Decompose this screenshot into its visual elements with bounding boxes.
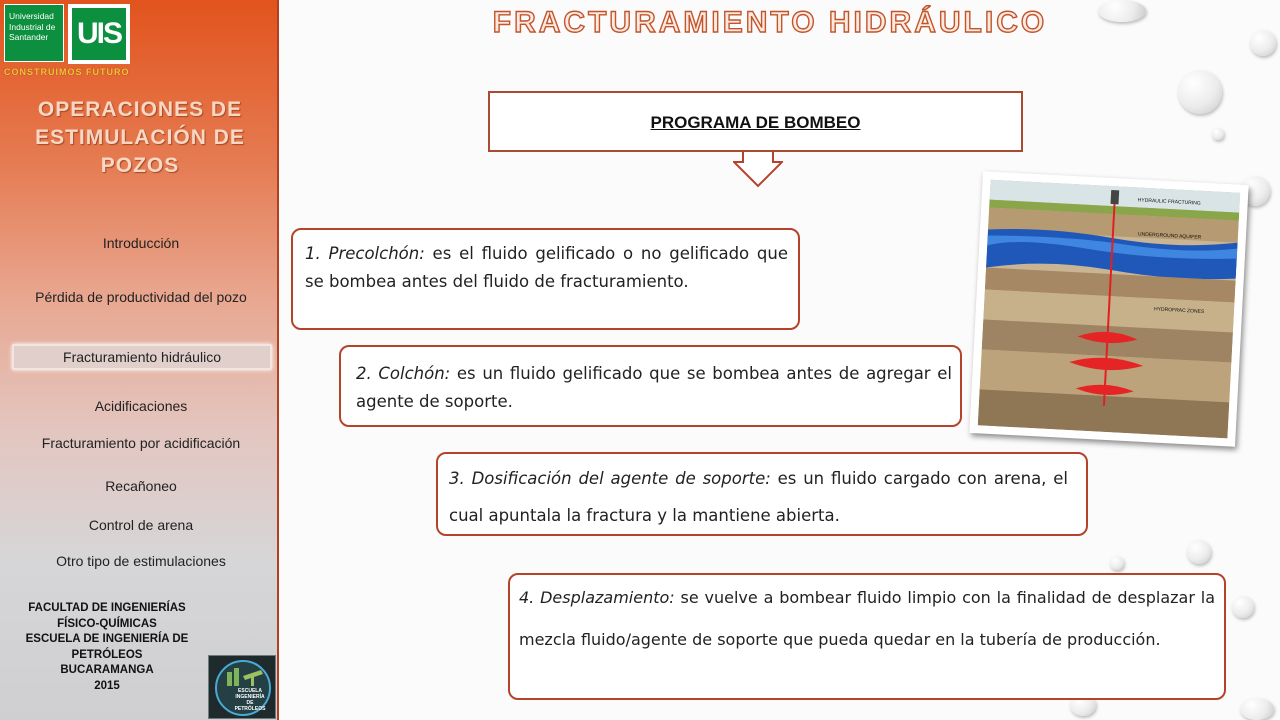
faculty-line: FÍSICO-QUÍMICAS xyxy=(57,617,157,630)
faculty-info xyxy=(12,601,202,694)
program-banner xyxy=(488,91,1023,152)
nav-control-arena[interactable]: Control de arena xyxy=(88,517,194,533)
nav-introduccion[interactable]: Introducción xyxy=(102,235,180,251)
page-title: FRACTURAMIENTO HIDRÁULICO xyxy=(492,6,1048,39)
drop-icon xyxy=(1098,0,1146,22)
nav-fracturamiento-hidraulico[interactable]: Fracturamiento hidráulico xyxy=(12,344,272,370)
step-text: es el fluido gelificado o no gelificado que se bombea antes del fluido de fracturamiento. xyxy=(305,244,789,291)
university-name-box xyxy=(4,4,64,62)
drop-icon xyxy=(1250,30,1276,56)
drop-icon xyxy=(1212,128,1224,140)
school-logo xyxy=(208,655,276,719)
sidebar-title-line: POZOS xyxy=(100,154,180,177)
nav-perdida-productividad[interactable]: Pérdida de productividad del pozo xyxy=(35,289,247,305)
nav-recanoneo[interactable]: Recañoneo xyxy=(105,478,177,494)
faculty-line: ESCUELA DE INGENIERÍA DE xyxy=(25,633,189,645)
step-text: es un fluido cargado con arena, el cual apuntala la fractura y la mantiene abierta. xyxy=(449,469,1068,525)
nav-otras-estimulaciones[interactable]: Otro tipo de estimulaciones xyxy=(56,553,226,569)
nav-acidificaciones[interactable]: Acidificaciones xyxy=(94,398,188,414)
school-logo-line: PETRÓLEOS xyxy=(234,706,266,712)
university-line: Industrial de xyxy=(9,21,56,32)
step-colchon xyxy=(339,345,962,427)
school-logo-line: DE xyxy=(246,700,254,706)
step-term: 4. Desplazamiento: xyxy=(519,588,675,607)
drop-icon xyxy=(1187,540,1211,564)
drop-icon xyxy=(1232,596,1254,618)
pumpjack-icon xyxy=(217,664,269,690)
school-logo-ring xyxy=(215,660,271,716)
step-desplazamiento xyxy=(508,573,1226,700)
step-dosificacion xyxy=(436,452,1088,536)
step-term: 1. Precolchón: xyxy=(305,244,425,263)
uis-logo xyxy=(68,4,130,64)
university-line: Santander xyxy=(9,32,49,42)
step-term: 2. Colchón: xyxy=(356,364,451,383)
faculty-line: PETRÓLEOS xyxy=(71,648,143,661)
uis-logo-text: UIS xyxy=(72,8,126,60)
faculty-line: 2015 xyxy=(94,679,120,692)
step-term: 3. Dosificación del agente de soporte: xyxy=(449,469,771,488)
school-logo-line: ESCUELA xyxy=(238,688,262,694)
nav-fracturamiento-acidificacion[interactable]: Fracturamiento por acidificación xyxy=(41,435,241,451)
hydraulic-fracturing-illustration xyxy=(969,171,1248,447)
photo-label: HYDROFRAC ZONES xyxy=(1153,306,1205,315)
photo-label: HYDRAULIC FRACTURING xyxy=(1137,197,1201,207)
university-line: Universidad xyxy=(9,11,54,21)
faculty-line: BUCARAMANGA xyxy=(60,664,154,676)
drop-icon xyxy=(1178,70,1222,114)
photo-label: UNDERGROUND AQUIFER xyxy=(1137,231,1202,241)
drop-icon xyxy=(1240,698,1274,720)
sidebar xyxy=(0,0,279,720)
illustration-svg xyxy=(978,180,1241,439)
step-text: se vuelve a bombear fluido limpio con la finalidad de desplazar la mezcla fluido/agente de soporte que pueda quedar en la tubería de producción. xyxy=(519,588,1215,649)
sidebar-title-line: OPERACIONES DE xyxy=(37,98,243,121)
drop-icon xyxy=(1110,556,1124,570)
down-arrow-icon xyxy=(733,151,783,189)
step-precolchon xyxy=(291,228,800,330)
tagline: CONSTRUIMOS FUTURO xyxy=(4,67,130,77)
step-text: es un fluido gelificado que se bombea antes de agregar el agente de soporte. xyxy=(356,364,952,411)
sidebar-title-line: ESTIMULACIÓN DE xyxy=(35,126,245,149)
program-banner-label: PROGRAMA DE BOMBEO xyxy=(650,113,861,132)
school-logo-text xyxy=(227,688,273,712)
faculty-line: FACULTAD DE INGENIERÍAS xyxy=(28,602,186,614)
sidebar-title xyxy=(10,96,270,180)
school-logo-line: INGENIERÍA xyxy=(235,694,265,700)
